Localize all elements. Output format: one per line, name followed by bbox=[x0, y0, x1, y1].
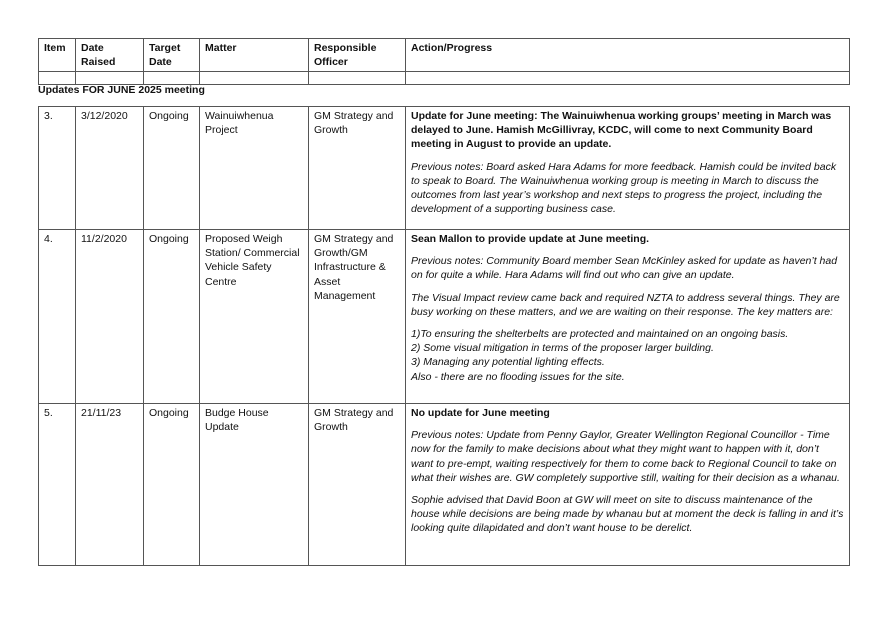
table-row bbox=[39, 404, 850, 566]
action-note: The Visual Impact review came back and required NZTA to address several things. They are busy working on these matters, and we are waiting on their response. The key matters are: bbox=[411, 291, 840, 318]
header-row bbox=[39, 39, 850, 72]
date-raised-cell: 11/2/2020 bbox=[76, 230, 144, 404]
col-item-header: Item bbox=[39, 39, 76, 72]
action-note: Previous notes: Community Board member Sean McKinley asked for update as haven’t had on for quite a while. Hara Adams will find out who can give an update. bbox=[411, 255, 838, 282]
officer-cell: GM Strategy and Growth bbox=[309, 107, 406, 230]
officer-cell: GM Strategy and Growth bbox=[309, 404, 406, 566]
target-date-cell: Ongoing bbox=[144, 107, 200, 230]
action-note: Previous notes: Update from Penny Gaylor, Greater Wellington Regional Councillor - Time now for the family to make decisions about what they might want to happen with it, don’t want to pre-empt, waiting respectively for them to come back to Regional Council to take on what their wishes are. GW completely supportive still, waiting for their decision as a whanau. bbox=[411, 429, 840, 484]
action-headline: Sean Mallon to provide update at June meeting. bbox=[411, 233, 650, 245]
matter-cell: Wainuiwhenua Project bbox=[200, 107, 309, 230]
section-title: Updates FOR JUNE 2025 meeting bbox=[38, 84, 205, 96]
col-date-raised-header: Date Raised bbox=[76, 39, 144, 72]
list-item: Also - there are no flooding issues for the site. bbox=[411, 370, 625, 383]
officer-cell: GM Strategy and Growth/GM Infrastructure & Asset Management bbox=[309, 230, 406, 404]
action-cell bbox=[406, 230, 850, 404]
col-officer-header: Responsible Officer bbox=[309, 39, 406, 72]
action-note: Previous notes: Board asked Hara Adams for more feedback. Hamish could be invited back to speak to Board. The Wainuiwhenua working group is meeting in March to discuss the outcomes from last year’s workshop and next steps to progress the project, including the development of a supporting business case. bbox=[411, 160, 837, 216]
list-item: 1)To ensuring the shelterbelts are protected and maintained on an ongoing basis. bbox=[411, 328, 789, 341]
target-date-cell: Ongoing bbox=[144, 404, 200, 566]
action-list bbox=[411, 327, 844, 384]
date-raised-cell: 21/11/23 bbox=[76, 404, 144, 566]
action-note: Sophie advised that David Boon at GW will meet on site to discuss maintenance of the house while decisions are being made by whanau but at moment the deck is falling in and it’s looking quite dilapidated and don’t want house to be derelict. bbox=[411, 494, 844, 535]
col-matter-header: Matter bbox=[200, 39, 309, 72]
date-raised-cell: 3/12/2020 bbox=[76, 107, 144, 230]
target-date-cell: Ongoing bbox=[144, 230, 200, 404]
table-row bbox=[39, 107, 850, 230]
item-cell: 5. bbox=[39, 404, 76, 566]
action-headline: Update for June meeting: The Wainuiwhenua working groups’ meeting in March was delayed to June. Hamish McGillivray, KCDC, will come to next Community Board meeting in August to provide an update. bbox=[411, 110, 832, 151]
list-item: 3) Managing any potential lighting effects. bbox=[411, 356, 605, 369]
updates-table bbox=[38, 106, 850, 566]
item-cell: 3. bbox=[39, 107, 76, 230]
table-row bbox=[39, 230, 850, 404]
col-action-header: Action/Progress bbox=[406, 39, 850, 72]
list-item: 2) Some visual mitigation in terms of the proposer larger building. bbox=[411, 342, 714, 355]
col-target-date-header: Target Date bbox=[144, 39, 200, 72]
matter-cell: Budge House Update bbox=[200, 404, 309, 566]
action-cell bbox=[406, 107, 850, 230]
item-cell: 4. bbox=[39, 230, 76, 404]
action-headline: No update for June meeting bbox=[411, 407, 550, 419]
header-table bbox=[38, 38, 850, 85]
matter-cell: Proposed Weigh Station/ Commercial Vehicle Safety Centre bbox=[200, 230, 309, 404]
action-cell bbox=[406, 404, 850, 566]
